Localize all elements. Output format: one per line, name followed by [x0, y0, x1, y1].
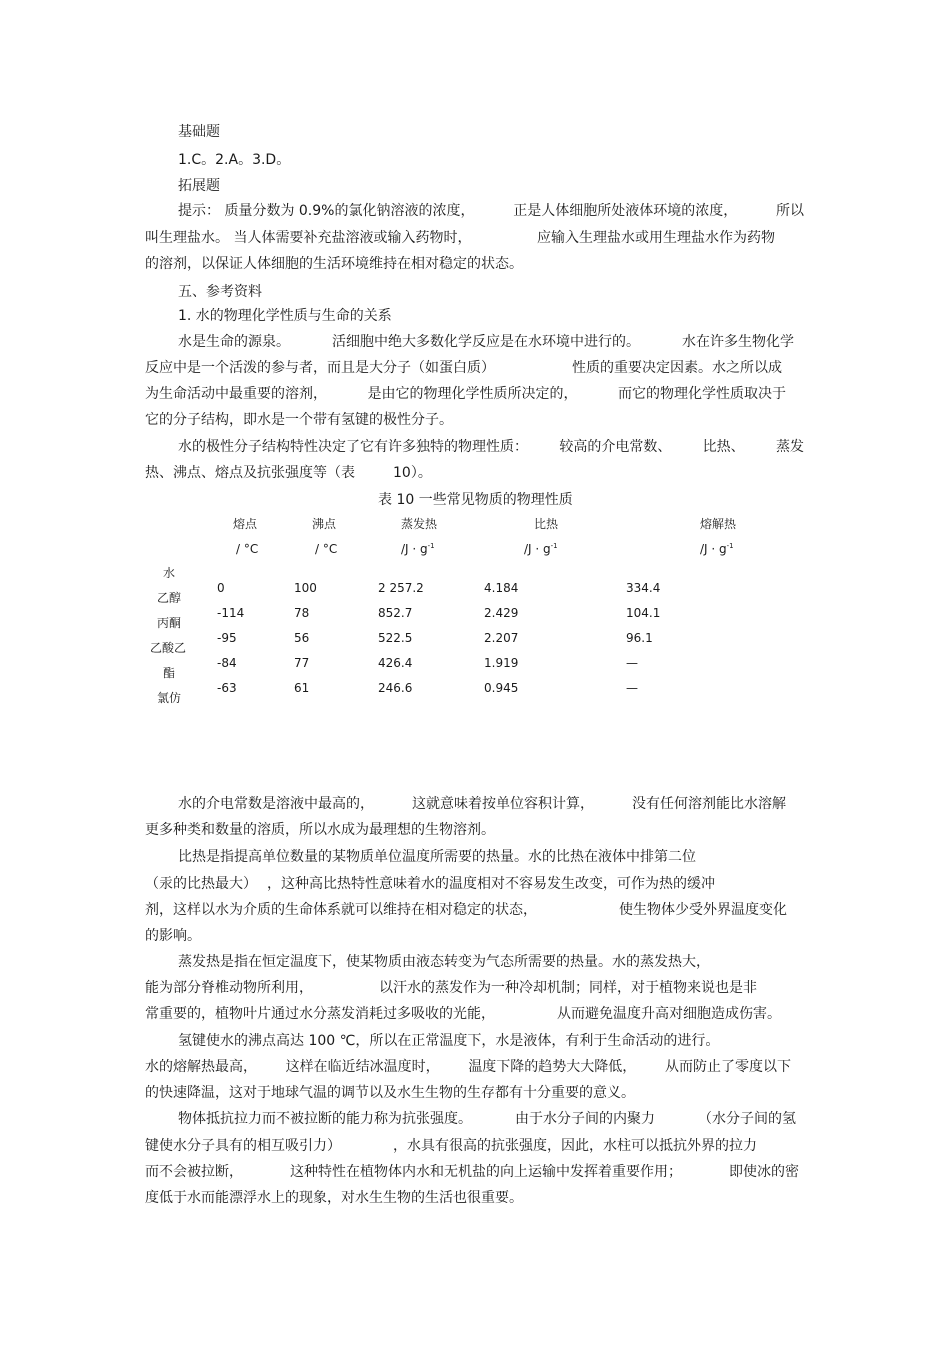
para6-line-1: 氢键使水的沸点高达 100 ℃，所以在正常温度下，水是液体，有利于生命活动的进行。 — [178, 1033, 720, 1049]
cell-boiling-point: 77 — [294, 656, 310, 670]
cell-melting-point: -114 — [217, 606, 245, 620]
hint-line-2 — [145, 228, 775, 248]
para1-line-3 — [145, 384, 786, 404]
para5-line-1: 蒸发热是指在恒定温度下，使某物质由液态转变为气态所需要的热量。水的蒸发热大， — [178, 954, 710, 970]
text-segment: 能为部分脊椎动物所利用， — [145, 980, 313, 996]
text-segment: 没有任何溶剂能比水溶解 — [632, 796, 786, 812]
para4-line-4: 的影响。 — [145, 928, 201, 944]
para3-line-1 — [178, 794, 786, 814]
cell-heat-of-fusion: 104.1 — [626, 606, 661, 620]
cell-heat-of-vaporization: 426.4 — [378, 656, 413, 670]
cell-specific-heat: 0.945 — [484, 681, 519, 695]
cell-heat-of-vaporization: 2 257.2 — [378, 581, 424, 595]
text-segment: 热、沸点、熔点及抗张强度等（表 — [145, 465, 355, 481]
text-segment: 键使水分子具有的相互吸引力） — [145, 1138, 341, 1154]
text-segment: 从而避免温度升高对细胞造成伤害。 — [557, 1006, 781, 1022]
subsection-title: 1. 水的物理化学性质与生命的关系 — [178, 308, 392, 324]
text-segment: 由于水分子间的内聚力 — [515, 1111, 655, 1127]
text-segment: 反应中是一个活泼的参与者，而且是大分子（如蛋白质） — [145, 360, 495, 376]
text-segment: 水的熔解热最高， — [145, 1059, 257, 1075]
text-segment: （水分子间的氢 — [698, 1111, 796, 1127]
substance-label: 乙酸乙 — [150, 641, 187, 655]
unit-heat-of-vaporization — [401, 541, 435, 557]
text-segment: 温度下降的趋势大大降低， — [468, 1059, 637, 1075]
substance-label: 酯 — [163, 666, 176, 680]
para4-line-2 — [145, 874, 715, 894]
para2-line-1 — [178, 437, 804, 457]
unit-melting-point: / °C — [236, 542, 259, 556]
table-caption: 表 10 一些常见物质的物理性质 — [378, 492, 573, 508]
text-segment: 应输入生理盐水或用生理盐水作为药物 — [537, 230, 775, 246]
unit-specific-heat — [524, 541, 558, 557]
substance-label: 氯仿 — [157, 691, 182, 705]
text-segment: 水的介电常数是溶液中最高的， — [178, 796, 374, 812]
para3-line-2: 更多种类和数量的溶质，所以水成为最理想的生物溶剂。 — [145, 822, 495, 838]
section-extension-heading: 拓展题 — [178, 178, 220, 194]
para7-line-4: 度低于水而能漂浮水上的现象，对水生生物的生活也很重要。 — [145, 1190, 523, 1206]
cell-boiling-point: 56 — [294, 631, 310, 645]
para7-line-1 — [178, 1109, 796, 1129]
cell-melting-point: -95 — [217, 631, 237, 645]
text-segment: ，这种高比热特性意味着水的温度相对不容易发生改变，可作为热的缓冲 — [267, 876, 715, 892]
para1-line-1 — [178, 332, 794, 352]
cell-heat-of-fusion: — — [626, 681, 638, 695]
cell-specific-heat: 1.919 — [484, 656, 519, 670]
cell-specific-heat: 2.207 — [484, 631, 519, 645]
text-segment: 这样在临近结冰温度时， — [285, 1059, 440, 1075]
cell-heat-of-vaporization: 522.5 — [378, 631, 413, 645]
para4-line-1: 比热是指提高单位数量的某物质单位温度所需要的热量。水的比热在液体中排第二位 — [178, 849, 696, 865]
text-segment: 较高的介电常数、 — [559, 439, 672, 455]
text-segment: 蒸发 — [775, 439, 804, 455]
text-segment: 比热、 — [702, 439, 745, 455]
substance-label: 乙醇 — [157, 591, 182, 605]
basic-answers: 1.C。2.A。3.D。 — [178, 152, 291, 168]
cell-melting-point: -84 — [217, 656, 237, 670]
para6-line-3: 的快速降温，这对于地球气温的调节以及水生生物的生存都有十分重要的意义。 — [145, 1085, 635, 1101]
section-references-heading: 五、参考资料 — [178, 284, 262, 300]
para7-line-3 — [145, 1162, 799, 1182]
cell-heat-of-fusion: 96.1 — [626, 631, 653, 645]
cell-heat-of-vaporization: 246.6 — [378, 681, 413, 695]
unit-text: /J · g — [700, 542, 727, 556]
text-segment: 从而防止了零度以下 — [664, 1059, 791, 1075]
text-segment: 正是人体细胞所处液体环境的浓度， — [513, 203, 738, 219]
substance-label: 丙酮 — [157, 616, 182, 630]
text-segment: 而不会被拉断， — [145, 1164, 243, 1180]
text-segment: 为生命活动中最重要的溶剂， — [145, 386, 327, 402]
unit-superscript: -1 — [427, 542, 435, 550]
text-segment: 活细胞中绝大多数化学反应是在水环境中进行的。 — [332, 334, 640, 350]
unit-text: /J · g — [524, 542, 551, 556]
cell-specific-heat: 4.184 — [484, 581, 519, 595]
header-boiling-point: 沸点 — [312, 517, 337, 531]
text-segment: 这就意味着按单位容积计算， — [412, 796, 594, 812]
cell-boiling-point: 100 — [294, 581, 317, 595]
para7-line-2 — [145, 1136, 757, 1156]
para5-line-3 — [145, 1004, 781, 1024]
text-segment: 水在许多生物化学 — [682, 334, 794, 350]
header-heat-of-fusion: 熔解热 — [700, 517, 737, 531]
text-segment: 水的极性分子结构特性决定了它有许多独特的物理性质： — [178, 439, 528, 455]
unit-superscript: -1 — [726, 542, 734, 550]
text-segment: ，水具有很高的抗张强度，因此，水柱可以抵抗外界的拉力 — [393, 1138, 757, 1154]
para6-line-2 — [145, 1057, 791, 1077]
text-segment: 以汗水的蒸发作为一种冷却机制；同样，对于植物来说也是非 — [379, 980, 757, 996]
text-segment: （汞的比热最大） — [145, 876, 257, 892]
hint-line-1 — [178, 201, 804, 221]
text-segment: 这种特性在植物体内水和无机盐的向上运输中发挥着重要作用； — [290, 1164, 682, 1180]
header-melting-point: 熔点 — [233, 517, 258, 531]
para5-line-2 — [145, 978, 757, 998]
text-segment: 即使冰的密 — [729, 1164, 799, 1180]
cell-specific-heat: 2.429 — [484, 606, 519, 620]
text-segment: 是由它的物理化学性质所决定的， — [367, 386, 578, 402]
text-segment: 性质的重要决定因素。水之所以成 — [572, 360, 782, 376]
para1-line-2 — [145, 358, 782, 378]
cell-heat-of-vaporization: 852.7 — [378, 606, 413, 620]
cell-heat-of-fusion: — — [626, 656, 638, 670]
para1-line-4: 它的分子结构，即水是一个带有氢键的极性分子。 — [145, 412, 453, 428]
text-segment: 提示： 质量分数为 0.9%的氯化钠溶液的浓度， — [178, 203, 475, 219]
cell-heat-of-fusion: 334.4 — [626, 581, 661, 595]
para2-line-2 — [145, 463, 432, 483]
para4-line-3 — [145, 900, 787, 920]
text-segment: 所以 — [776, 203, 804, 219]
header-heat-of-vaporization: 蒸发热 — [401, 517, 438, 531]
text-segment: 常重要的，植物叶片通过水分蒸发消耗过多吸收的光能， — [145, 1006, 495, 1022]
unit-heat-of-fusion — [700, 541, 734, 557]
text-segment: 使生物体少受外界温度变化 — [619, 902, 787, 918]
header-specific-heat: 比热 — [534, 517, 559, 531]
cell-boiling-point: 78 — [294, 606, 310, 620]
text-segment: 剂，这样以水为介质的生命体系就可以维持在相对稳定的状态， — [145, 902, 537, 918]
unit-boiling-point: / °C — [315, 542, 338, 556]
unit-text: /J · g — [401, 542, 428, 556]
cell-melting-point: -63 — [217, 681, 237, 695]
hint-line-3: 的溶剂，以保证人体细胞的生活环境维持在相对稳定的状态。 — [145, 256, 523, 272]
text-segment: 叫生理盐水。 当人体需要补充盐溶液或输入药物时， — [145, 230, 472, 246]
text-segment: 10）。 — [393, 465, 432, 481]
substance-label: 水 — [163, 566, 176, 580]
cell-melting-point: 0 — [217, 581, 225, 595]
text-segment: 而它的物理化学性质取决于 — [618, 386, 786, 402]
cell-boiling-point: 61 — [294, 681, 310, 695]
unit-superscript: -1 — [550, 542, 558, 550]
text-segment: 物体抵抗拉力而不被拉断的能力称为抗张强度。 — [178, 1111, 472, 1127]
text-segment: 水是生命的源泉。 — [178, 334, 290, 350]
section-basic-heading: 基础题 — [178, 124, 220, 140]
